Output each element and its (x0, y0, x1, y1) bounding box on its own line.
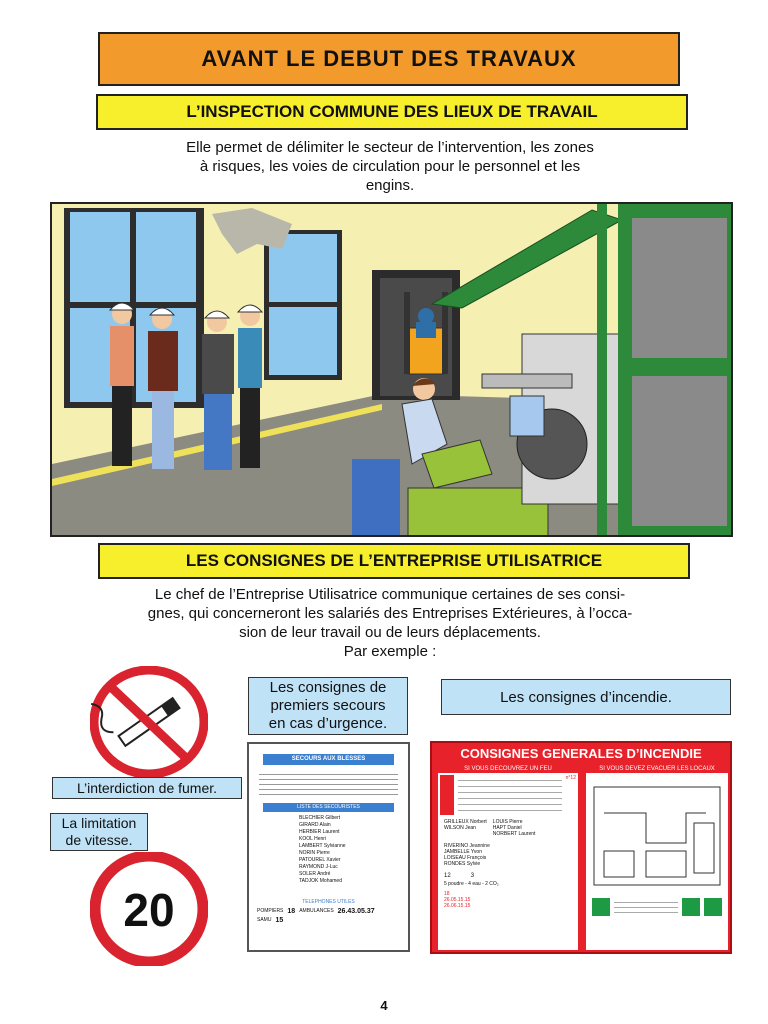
paragraph-line: gnes, qui concerneront les salariés des Entreprises Extérieures, à l’occa- (147, 605, 633, 622)
samu-number: 15 (275, 917, 284, 924)
pompiers-label: POMPIERS (257, 908, 284, 914)
list-item: BLECHIER Gilbert (299, 815, 341, 821)
section-title-inspection-text: L’INSPECTION COMMUNE DES LIEUX DE TRAVAIL (186, 102, 598, 121)
paragraph-line: engins. (365, 177, 415, 194)
list-item: 18 (444, 891, 450, 897)
samu-label: SAMU (257, 917, 272, 923)
list-item: LAMBERT Sylvianne (299, 843, 346, 849)
first-aid-label (248, 677, 408, 735)
fire-phone-list (438, 887, 578, 913)
fire-instructions-label-text: Les consignes d’incendie. (500, 688, 672, 706)
fire-left-header: SI VOUS DECOUVREZ UN FEU (438, 765, 578, 773)
first-aid-label-line: premiers secours (270, 697, 386, 714)
exit-icon (592, 898, 610, 916)
phones-header: TELEPHONES UTILES (302, 899, 355, 905)
fire-number: n°12 (565, 775, 576, 781)
list-item: HERBIER Laurent (299, 829, 340, 835)
fire-poster-title: CONSIGNES GENERALES D’INCENDIE (460, 746, 702, 761)
section-title-instructions-text: LES CONSIGNES DE L’ENTREPRISE UTILISATRICE (185, 551, 603, 570)
ambulances-label: AMBULANCES (299, 908, 334, 914)
speed-limit-label-line: de vitesse. (65, 832, 133, 848)
fire-right-header: SI VOUS DEVEZ EVACUER LES LOCAUX (586, 765, 728, 773)
count-value: 12 (444, 873, 451, 879)
phone-row (257, 917, 400, 924)
first-aid-poster (247, 742, 410, 952)
list-item: NORBERT Laurent (492, 831, 536, 837)
fire-pictograms (440, 775, 454, 815)
list-item: JAMBELLE Yvon (444, 849, 482, 855)
list-item: KOOL Henri (299, 836, 327, 842)
fire-pictogram-row (586, 896, 728, 918)
paragraph-line: Par exemple : (343, 643, 437, 660)
list-item: RAYMOND J-Luc (299, 864, 338, 870)
paragraph-line: sion de leur travail ou de leurs déplacements. (239, 624, 541, 641)
no-smoking-label-text: L’interdiction de fumer. (76, 779, 218, 796)
extinguishers: 5 poudre - 4 eau - 2 CO₂ (444, 881, 499, 887)
count-value: 3 (470, 873, 475, 879)
speed-limit-value: 20 (123, 884, 175, 936)
workplace-scene (52, 204, 733, 537)
fire-poster-right-panel (586, 765, 728, 950)
list-item: HAPT Daniel (492, 825, 522, 831)
fire-counts (438, 871, 578, 881)
no-smoking-label (52, 777, 242, 799)
fire-people-list-2 (438, 839, 578, 871)
speed-limit-label-line: La limitation (61, 815, 137, 831)
list-item: RIVERINO Jeannine (444, 843, 490, 849)
list-item: 26.06.15.15 (444, 903, 471, 909)
list-item: PATOUREL Xavier (299, 857, 341, 863)
workplace-illustration (50, 202, 733, 537)
poster-text-lines (614, 898, 678, 916)
section-instructions-paragraph (60, 585, 720, 661)
fire-instructions-label (441, 679, 731, 715)
poster-text-lines (259, 770, 398, 798)
fire-people-list-1 (438, 817, 578, 839)
section-title-inspection (96, 94, 688, 130)
list-item: TADJOK Mohamed (299, 878, 342, 884)
section-inspection-paragraph (70, 138, 710, 195)
pompiers-number: 18 (287, 908, 296, 915)
list-item: RONDES Sylvie (444, 861, 481, 867)
fire-instructions-poster (430, 741, 732, 954)
first-aid-label-line: Les consignes de (269, 679, 387, 696)
first-aid-poster-header: SECOURS AUX BLESSES (263, 754, 394, 765)
list-item: 26.05.15.15 (444, 897, 471, 903)
list-item: GIRARD Alain (299, 822, 331, 828)
first-aid-list-header: LISTE DES SECOURISTES (263, 803, 394, 812)
speed-limit-label (50, 813, 148, 851)
list-item: LOUIS Pierre (492, 819, 523, 825)
paragraph-line: à risques, les voies de circulation pour le personnel et les (199, 158, 581, 175)
no-smoking-sign-icon (90, 666, 208, 778)
list-item: GRILLEUX Norbert (444, 819, 487, 825)
fire-poster-left-panel (438, 765, 578, 950)
first-aid-names-list (299, 815, 408, 885)
list-item: SOLER André (299, 871, 331, 877)
list-item: NORIN Pierre (299, 850, 330, 856)
page-number: 4 (380, 998, 388, 1013)
main-title-text: AVANT LE DEBUT DES TRAVAUX (201, 46, 577, 71)
list-item: WILSON Jean (444, 825, 476, 831)
main-title (98, 32, 680, 86)
poster-text-lines (458, 775, 562, 815)
list-item: LOISEAU François (444, 855, 487, 861)
speed-limit-sign-icon (90, 852, 208, 966)
paragraph-line: Elle permet de délimiter le secteur de l’intervention, les zones (186, 139, 594, 156)
phone-row (257, 908, 400, 915)
exit-icon (682, 898, 700, 916)
first-aid-label-line: en cas d’urgence. (268, 715, 388, 732)
paragraph-line: Le chef de l’Entreprise Utilisatrice communique certaines de ses consi- (154, 586, 626, 603)
section-title-instructions (98, 543, 690, 579)
exit-icon (704, 898, 722, 916)
evacuation-plan-icon (586, 773, 728, 891)
ambulances-number: 26.43.05.37 (337, 908, 375, 915)
